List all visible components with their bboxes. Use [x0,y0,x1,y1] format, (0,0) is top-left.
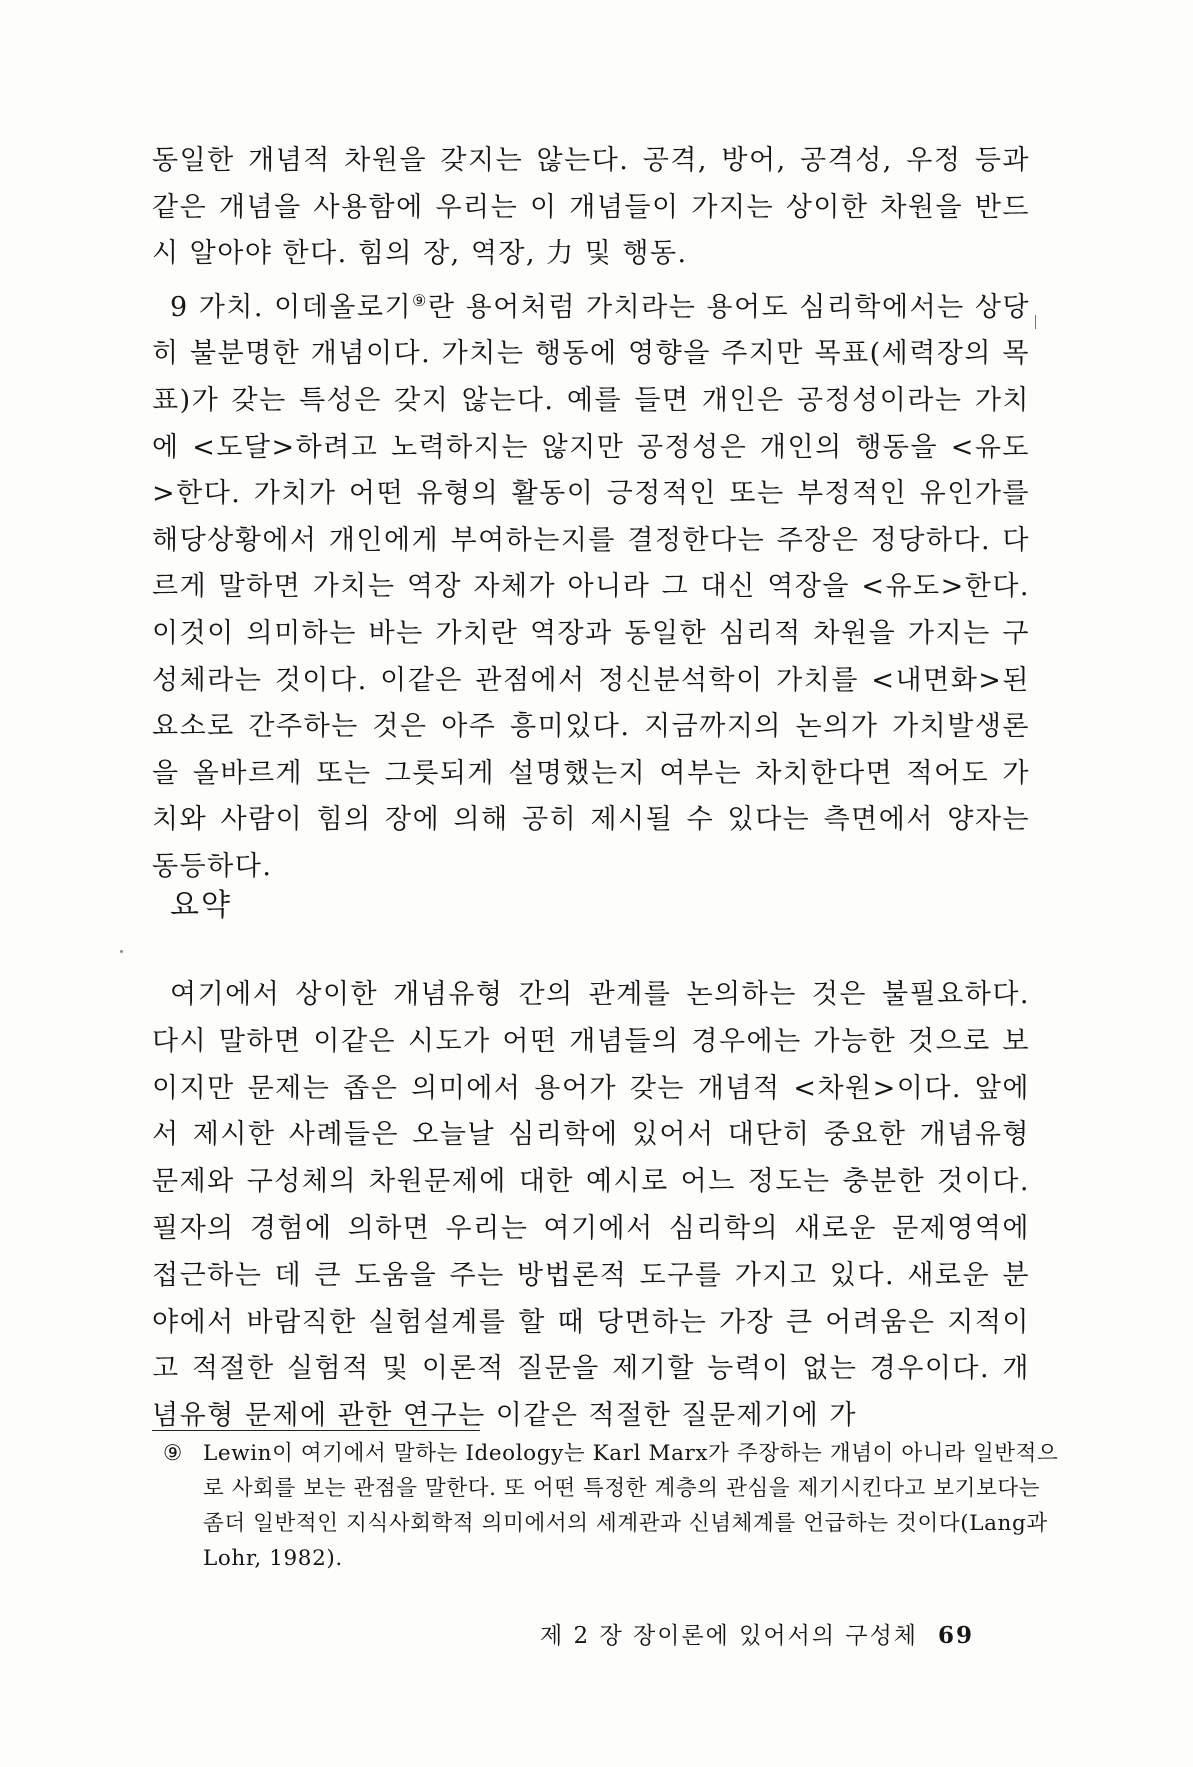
page-number: 69 [938,1622,975,1649]
footnote [163,1436,1067,1576]
paragraph-value [152,278,1030,891]
footnote-reference[interactable]: ⑨ [412,290,428,310]
item-heading: 9 가치. [170,291,265,323]
paragraph-text-b: 란 용어처럼 가치라는 용어도 심리학에서는 상당히 불분명한 개념이다. 가치는 행동에 영향을 주지만 목표(세력장의 목표)가 갖는 특성은 갖지 않는다. 예를 들면 개인은 공정성이라는 가치에 <도달>하려고 노력하지는 않지만 공정성은 개인의 행동을 <유도>한다. 가치가 어떤 유형의 활동이 긍정적인 또는 부정적인 유인가를 해당상황에서 개인에게 부여하는지를 결정한다는 주장은 정당하다. 다르게 말하면 가치는 역장 자체가 아니라 그 대신 역장을 <유도>한다. 이것이 의미하는 바는 가치란 역장과 동일한 심리적 차원을 가지는 구성체라는 것이다. 이같은 관점에서 정신분석학이 가치를 <내면화>된 요소로 간주하는 것은 아주 흥미있다. 지금까지의 논의가 가치발생론을 올바르게 또는 그릇되게 설명했는지 여부는 차치한다면 적어도 가치와 사람이 힘의 장에 의해 공히 제시될 수 있다는 측면에서 양자는 동등하다. [152,291,1031,882]
summary-text [152,972,1030,1440]
running-footer [540,1617,974,1650]
footnote-divider [152,1430,480,1431]
body-text [152,138,1030,891]
chapter-title: 제 2 장 장이론에 있어서의 구성체 [540,1623,919,1649]
scan-dot [120,950,123,953]
scan-mark [1035,315,1036,329]
summary-paragraph: 여기에서 상이한 개념유형 간의 관계를 논의하는 것은 불필요하다. 다시 말하면 이같은 시도가 어떤 개념들의 경우에는 가능한 것으로 보이지만 문제는 좁은 의미에서 용어가 갖는 개념적 <차원>이다. 앞에서 제시한 사례들은 오늘날 심리학에 있어서 대단히 중요한 개념유형문제와 구성체의 차원문제에 대한 예시로 어느 정도는 충분한 것이다. 필자의 경험에 의하면 우리는 여기에서 심리학의 새로운 문제영역에 접근하는 데 큰 도움을 주는 방법론적 도구를 가지고 있다. 새로운 분야에서 바람직한 실험설계를 할 때 당면하는 가장 큰 어려움은 지적이고 적절한 실험적 및 이론적 질문을 제기할 능력이 없는 경우이다. 개념유형 문제에 관한 연구는 이같은 적절한 질문제기에 가 [152,979,1030,1432]
paragraph-continued: 동일한 개념적 차원을 갖지는 않는다. 공격, 방어, 공격성, 우정 등과 같은 개념을 사용함에 우리는 이 개념들이 가지는 상이한 차원을 반드시 알아야 한다. 힘의 장, 역장, 力 및 행동. [152,145,1030,270]
section-heading: 요약 [170,888,232,923]
footnote-text: Lewin이 여기에서 말하는 Ideology는 Karl Marx가 주장하는 개념이 아니라 일반적으로 사회를 보는 관점을 말한다. 또 어떤 특정한 계층의 관심을 제기시킨다고 보기보다는 좀더 일반적인 지식사회학적 의미에서의 세계관과 신념체계를 언급하는 것이다(Lang과 Lohr, 1982). [203,1441,1059,1571]
paragraph-text-a: 이데올로기 [264,291,413,323]
footnote-mark: ⑨ [163,1441,183,1466]
